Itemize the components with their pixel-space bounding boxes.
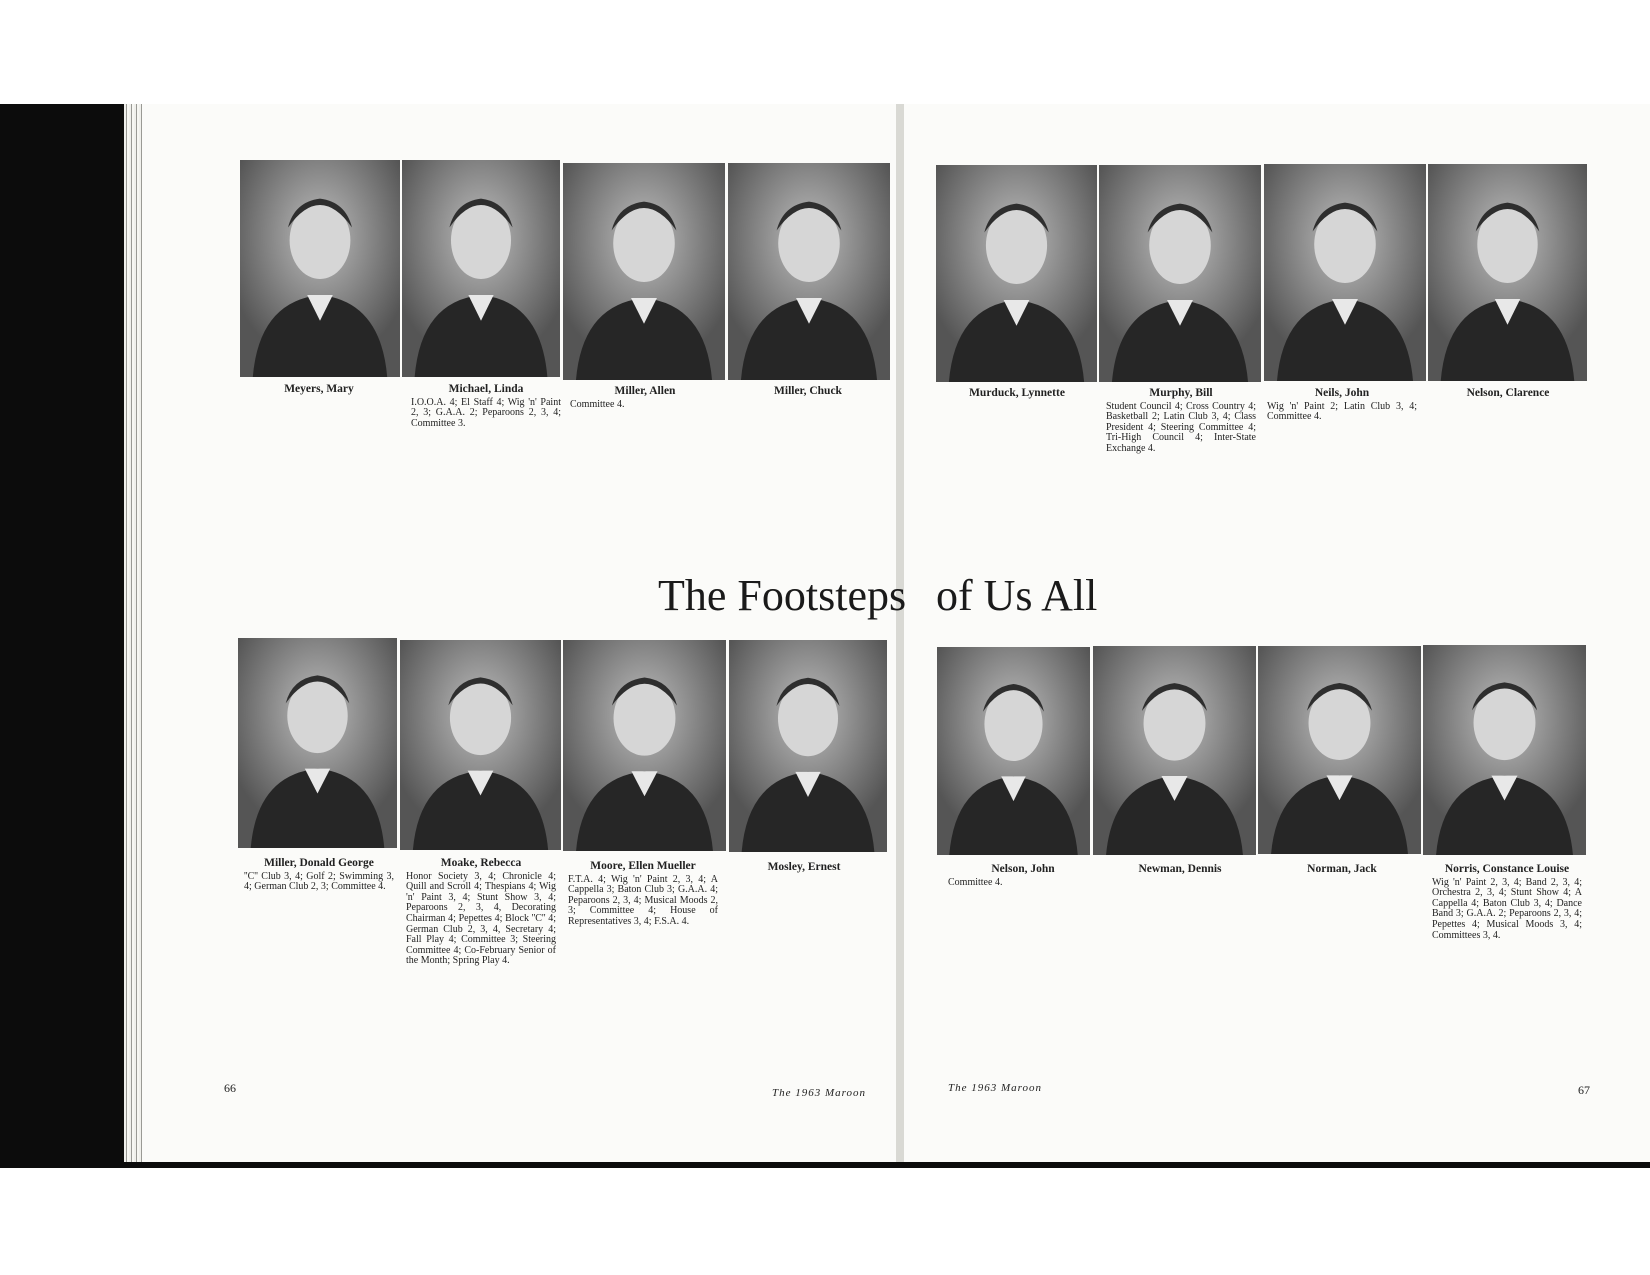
portrait-silhouette: [1258, 646, 1421, 854]
student-name: Miller, Donald George: [264, 857, 374, 869]
caption-norman-jack: [1267, 864, 1417, 878]
caption-michael-linda: [411, 384, 561, 429]
student-activities: Wig 'n' Paint 2; Latin Club 3, 4; Committee 4.: [1267, 400, 1417, 423]
caption-miller-chuck: [733, 386, 883, 400]
student-name: Norris, Constance Louise: [1444, 863, 1570, 875]
scan-border-left: [0, 104, 124, 1162]
student-name: Miller, Chuck: [774, 385, 842, 397]
student-name: Miller, Allen: [614, 385, 676, 397]
portrait-silhouette: [1099, 165, 1261, 382]
student-portrait: [729, 640, 887, 852]
student-name: Nelson, John: [991, 863, 1055, 875]
student-name: Michael, Linda: [448, 383, 524, 395]
portrait-silhouette: [1428, 164, 1587, 381]
student-name: Murphy, Bill: [1149, 387, 1213, 399]
student-name: Neils, John: [1314, 387, 1370, 399]
student-name: Meyers, Mary: [284, 383, 354, 395]
student-portrait: [728, 163, 890, 380]
student-portrait: [1258, 646, 1421, 854]
student-portrait: [937, 647, 1090, 855]
student-name: Moake, Rebecca: [440, 857, 522, 869]
student-portrait: [563, 640, 726, 851]
student-portrait: [1423, 645, 1586, 855]
page-number-right: 67: [1578, 1083, 1590, 1097]
portrait-silhouette: [238, 638, 397, 848]
caption-mosley-ernest: [729, 862, 879, 876]
portrait-silhouette: [240, 160, 400, 377]
book-spine: [896, 104, 904, 1162]
caption-miller-donald-george: [244, 858, 394, 893]
student-name: Nelson, Clarence: [1466, 387, 1550, 399]
page-edges: [124, 104, 142, 1162]
portrait-silhouette: [563, 163, 725, 380]
student-activities: Committee 4.: [948, 876, 1003, 888]
portrait-silhouette: [402, 160, 560, 377]
caption-murduck-lynnette: [942, 388, 1092, 402]
caption-nelson-clarence: [1433, 388, 1583, 402]
student-portrait: [1428, 164, 1587, 381]
portrait-silhouette: [728, 163, 890, 380]
book-title-right: The 1963 Maroon: [948, 1082, 1043, 1094]
student-portrait: [240, 160, 400, 377]
spread-title-left: The Footsteps: [658, 571, 907, 620]
student-portrait: [402, 160, 560, 377]
student-name: Murduck, Lynnette: [969, 387, 1065, 399]
caption-norris-constance-louise: [1432, 864, 1582, 941]
student-portrait: [400, 640, 561, 850]
spread-title-right: of Us All: [936, 571, 1098, 620]
portrait-silhouette: [1093, 646, 1256, 855]
caption-nelson-john: [948, 864, 1098, 888]
student-activities: ''C'' Club 3, 4; Golf 2; Swimming 3, 4; German Club 2, 3; Committee 4.: [244, 870, 394, 893]
student-portrait: [238, 638, 397, 848]
student-name: Norman, Jack: [1307, 863, 1377, 875]
student-activities: I.O.O.A. 4; El Staff 4; Wig 'n' Paint 2, 3; G.A.A. 2; Peparoons 2, 3, 4; Committee 3.: [411, 396, 561, 429]
student-portrait: [1099, 165, 1261, 382]
portrait-silhouette: [937, 647, 1090, 855]
portrait-silhouette: [936, 165, 1097, 382]
portrait-silhouette: [1264, 164, 1426, 381]
student-activities: Honor Society 3, 4; Chronicle 4; Quill and Scroll 4; Thespians 4; Wig 'n' Paint 3, 4; Stunt Show 3, 4; Peparoons 2, 3, 4, Decorating Chairman 4; Pepettes 4; Block ''C'' 4; German Club 2, 3, 4, Secretary 4; Fall Play 4; Committee 3; Steering Committee 4; Co-February Senior of the Month; Spring Play 4.: [406, 870, 556, 967]
caption-moake-rebecca: [406, 858, 556, 967]
student-name: Mosley, Ernest: [767, 861, 841, 873]
portrait-silhouette: [1423, 645, 1586, 855]
student-name: Moore, Ellen Mueller: [590, 860, 696, 872]
student-activities: F.T.A. 4; Wig 'n' Paint 2, 3, 4; A Cappella 3; Baton Club 3; G.A.A. 4; Peparoons 2, 3, 4; Musical Moods 2, 3; Committee 4; House of Representatives 3, 4; F.S.A. 4.: [568, 873, 718, 927]
student-portrait: [563, 163, 725, 380]
caption-moore-ellen-mueller: [568, 861, 718, 928]
student-activities: Committee 4.: [570, 398, 625, 410]
caption-murphy-bill: [1106, 388, 1256, 455]
caption-neils-john: [1267, 388, 1417, 423]
student-portrait: [936, 165, 1097, 382]
portrait-silhouette: [400, 640, 561, 850]
student-name: Newman, Dennis: [1138, 863, 1222, 875]
book-title-left: The 1963 Maroon: [772, 1087, 867, 1099]
caption-miller-allen: [570, 386, 720, 410]
student-activities: Wig 'n' Paint 2, 3, 4; Band 2, 3, 4; Orchestra 2, 3, 4; Stunt Show 4; A Cappella 4; Baton Club 3, 4; Dance Band 3; G.A.A. 2; Peparoons 2, 3, 4; Pepettes 4; Musical Moods 3, 4; Committees 3, 4.: [1432, 876, 1582, 941]
page-number-left: 66: [224, 1081, 236, 1095]
caption-newman-dennis: [1105, 864, 1255, 878]
portrait-silhouette: [729, 640, 887, 852]
student-activities: Student Council 4; Cross Country 4; Basketball 2; Latin Club 3, 4; Class President 4; Steering Committee 4; Tri-High Council 4; Inter-State Exchange 4.: [1106, 400, 1256, 454]
student-portrait: [1093, 646, 1256, 855]
caption-meyers-mary: [244, 384, 394, 398]
portrait-silhouette: [563, 640, 726, 851]
student-portrait: [1264, 164, 1426, 381]
